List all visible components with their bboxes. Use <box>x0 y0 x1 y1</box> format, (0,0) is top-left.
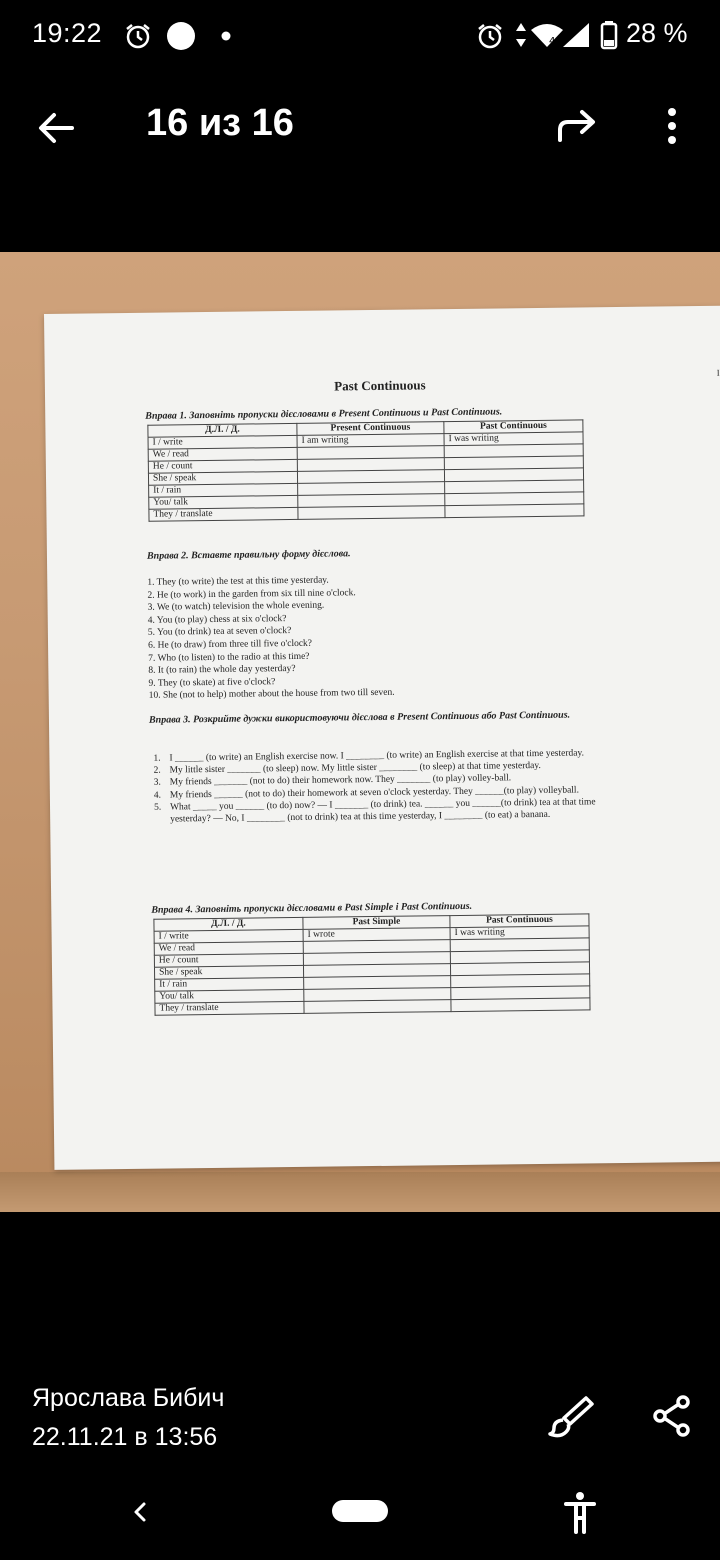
more-vert-icon[interactable] <box>656 104 688 148</box>
table-cell: You/ talk <box>149 495 298 509</box>
list-item-number: 3. <box>153 778 161 789</box>
list-item-text: My friends _______ (not to do) their homework now. They _______ (to play) volley-ball. <box>169 773 512 788</box>
exercise-2-heading: Вправа 2. Вставте правильну форму дієслова. <box>146 548 351 562</box>
list-item-number: 4. <box>153 790 162 801</box>
table-cell <box>298 506 445 520</box>
battery-percent: 28 % <box>626 18 688 48</box>
list-item-text: My friends ______ (not to do) their homework at seven o'clock yesterday. They ______(to play) volleyball. <box>169 785 579 801</box>
exercise-3-heading: Вправа 3. Розкрийте дужки використовуючи дієслова в Present Continuous або Past Continuous. <box>148 709 571 726</box>
table-cell <box>451 998 590 1012</box>
table-header: Past Simple <box>303 916 450 930</box>
table-header: Д.Л. / Д. <box>154 917 303 931</box>
data-arrows-icon <box>514 22 528 48</box>
edge-mark: I <box>716 367 720 378</box>
list-item-number: 2. <box>153 765 161 776</box>
alarm-icon <box>476 22 504 50</box>
wifi-icon <box>530 22 564 48</box>
dot-icon <box>166 21 196 51</box>
list-item-text: What _____ you ______ (to do) now? — I _______ (to drink) tea. ______ you ______(to drink) tea at that time yesterday? — No, I ________ (not to drink) tea at this time yesterday, I ________ (to eat) a banana. <box>169 797 596 825</box>
list-item-text: My little sister _______ (to sleep) now. My little sister ________ (to sleep) at that time yesterday. <box>169 761 541 776</box>
exercise-1-table <box>147 419 584 521</box>
status-bar <box>0 0 720 72</box>
page-counter-title: 16 из 16 <box>146 102 294 144</box>
list-item: 10. She (not to help) mother about the house from two till seven. <box>148 688 395 702</box>
exercise-4-table <box>153 913 590 1015</box>
table-cell: I was writing <box>450 926 589 940</box>
accessibility-icon[interactable] <box>560 1490 600 1534</box>
small-dot-icon <box>220 30 232 42</box>
list-item: 9. They (to skate) at five o'clock? <box>148 676 276 689</box>
table-header: Present Continuous <box>297 422 444 436</box>
home-pill-icon[interactable] <box>332 1500 388 1522</box>
table-cell: You/ talk <box>155 989 304 1003</box>
table-cell: I was writing <box>444 432 583 446</box>
author-name: Ярослава Бибич <box>32 1384 225 1412</box>
list-item-number: 1. <box>153 753 161 764</box>
table-cell: He / count <box>154 953 303 967</box>
table-cell: I wrote <box>303 928 450 942</box>
photo-viewer[interactable] <box>0 252 720 1212</box>
table-cell: We / read <box>154 941 303 955</box>
table-cell: He / count <box>148 459 297 473</box>
nav-back-icon[interactable] <box>126 1494 154 1530</box>
back-arrow-icon[interactable] <box>34 106 78 150</box>
list-item: 5. You (to drink) tea at seven o'clock? <box>147 626 292 639</box>
table-header: Past Continuous <box>450 914 589 928</box>
table-cell: It / rain <box>155 977 304 991</box>
table-header: Past Continuous <box>444 420 583 434</box>
table-cell: I / write <box>148 435 297 449</box>
table-cell <box>304 1000 451 1014</box>
list-item <box>150 796 610 826</box>
list-item-number: 5. <box>153 802 162 813</box>
table-cell: We / read <box>148 447 297 461</box>
list-item: 8. It (to rain) the whole day yesterday? <box>148 664 296 676</box>
share-icon[interactable] <box>650 1394 694 1438</box>
exercise-3-list <box>149 747 610 826</box>
exercise-2-list <box>147 571 609 703</box>
list-item: 2. He (to work) in the garden from six till nine o'clock. <box>147 587 356 601</box>
signal-icon <box>562 22 590 48</box>
exercise-1-heading: Вправа 1. Заповніть пропуски дієсловами в Present Continuous и Past Continuous. <box>145 406 503 422</box>
svg-text:4: 4 <box>549 36 556 47</box>
table-cell: She / speak <box>148 471 297 485</box>
table-cell: They / translate <box>149 507 298 521</box>
app-bar <box>0 80 720 172</box>
brush-edit-icon[interactable] <box>546 1394 596 1438</box>
table-edge <box>0 1172 720 1212</box>
table-cell: She / speak <box>154 965 303 979</box>
list-item: 7. Who (to listen) to the radio at this time? <box>148 651 310 664</box>
worksheet-content <box>144 307 614 1014</box>
battery-icon <box>600 20 618 50</box>
table-cell <box>445 504 584 518</box>
list-item: 3. We (to watch) television the whole evening. <box>147 600 325 613</box>
table-cell: I / write <box>154 929 303 943</box>
list-item-text: I ______ (to write) an English exercise now. I ________ (to write) an English exercise at that time yesterday. <box>169 748 585 764</box>
worksheet-paper <box>44 306 720 1170</box>
alarm-icon <box>124 22 152 50</box>
list-item: 6. He (to draw) from three till five o'clock? <box>147 638 313 651</box>
status-time: 19:22 <box>32 18 103 48</box>
list-item: 1. They (to write) the test at this time yesterday. <box>147 575 329 588</box>
table-cell: I am writing <box>297 434 444 448</box>
list-item: 4. You (to play) chess at six o'clock? <box>147 613 287 626</box>
table-cell: They / translate <box>155 1001 304 1015</box>
exercise-4-heading: Вправа 4. Заповніть пропуски дієсловами в Past Simple і Past Continuous. <box>151 900 473 916</box>
forward-share-icon[interactable] <box>552 104 600 148</box>
worksheet-title: Past Continuous <box>334 377 426 394</box>
table-header: Д.Л. / Д. <box>148 423 297 437</box>
message-date: 22.11.21 в 13:56 <box>32 1423 218 1451</box>
table-cell: It / rain <box>149 483 298 497</box>
